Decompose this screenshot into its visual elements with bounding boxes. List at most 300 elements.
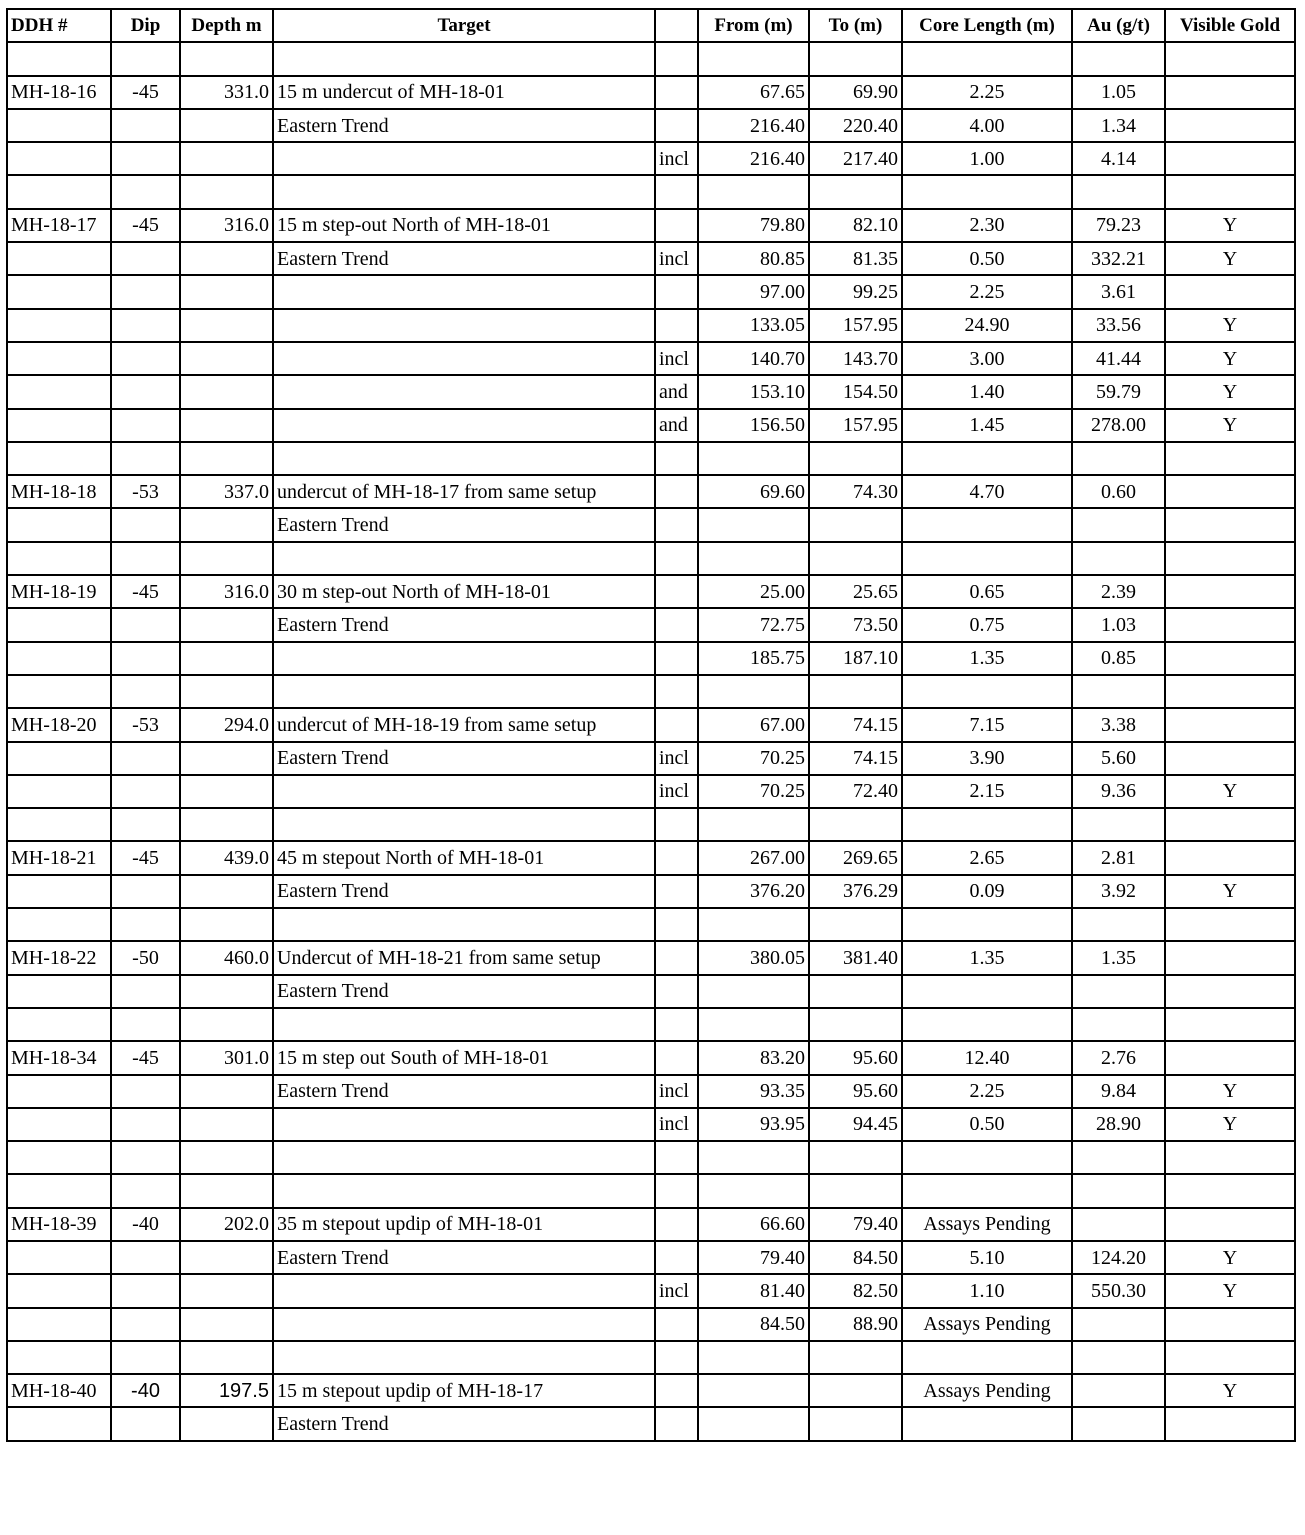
cell-au: [1072, 1208, 1165, 1241]
cell-core-length: [902, 908, 1072, 941]
cell-ddh: [7, 1241, 111, 1274]
cell-au: [1072, 1341, 1165, 1374]
cell-from: 216.40: [698, 142, 809, 175]
cell-dip: [111, 1308, 180, 1341]
table-row: [7, 575, 1295, 608]
cell-visible-gold: [1165, 908, 1295, 941]
cell-dip: -40: [111, 1208, 180, 1241]
cell-from: 153.10: [698, 375, 809, 408]
table-row: [7, 1008, 1295, 1041]
cell-depth: [180, 1174, 273, 1207]
cell-from: 66.60: [698, 1208, 809, 1241]
cell-depth: [180, 1008, 273, 1041]
cell-target: [273, 375, 655, 408]
cell-visible-gold: [1165, 442, 1295, 475]
cell-ddh: [7, 175, 111, 208]
cell-visible-gold: [1165, 1174, 1295, 1207]
cell-to: 84.50: [809, 1241, 902, 1274]
cell-core-length: 1.35: [902, 941, 1072, 974]
cell-to: 157.95: [809, 409, 902, 442]
cell-target: Eastern Trend: [273, 975, 655, 1008]
table-row: [7, 175, 1295, 208]
cell-from: [698, 1141, 809, 1174]
cell-visible-gold: Y: [1165, 775, 1295, 808]
cell-dip: [111, 542, 180, 575]
cell-qualifier: [655, 1341, 698, 1374]
cell-from: [698, 1341, 809, 1374]
cell-from: 376.20: [698, 875, 809, 908]
header-to: To (m): [809, 9, 902, 42]
cell-visible-gold: Y: [1165, 409, 1295, 442]
cell-to: [809, 908, 902, 941]
cell-qualifier: [655, 1041, 698, 1074]
cell-depth: [180, 1407, 273, 1440]
cell-qualifier: incl: [655, 742, 698, 775]
cell-ddh: [7, 775, 111, 808]
cell-to: 99.25: [809, 275, 902, 308]
cell-visible-gold: [1165, 76, 1295, 109]
cell-au: 1.03: [1072, 608, 1165, 641]
table-row: [7, 742, 1295, 775]
cell-from: [698, 175, 809, 208]
cell-depth: [180, 542, 273, 575]
cell-qualifier: [655, 542, 698, 575]
table-row: [7, 1274, 1295, 1307]
cell-target: [273, 775, 655, 808]
cell-to: 74.15: [809, 708, 902, 741]
cell-au: [1072, 1374, 1165, 1407]
table-row: [7, 1108, 1295, 1141]
cell-target: [273, 409, 655, 442]
header-visible-gold: Visible Gold: [1165, 9, 1295, 42]
cell-au: [1072, 508, 1165, 541]
cell-qualifier: incl: [655, 1075, 698, 1108]
cell-dip: [111, 342, 180, 375]
cell-from: [698, 508, 809, 541]
cell-to: 269.65: [809, 841, 902, 874]
cell-depth: 316.0: [180, 575, 273, 608]
cell-qualifier: [655, 708, 698, 741]
cell-qualifier: [655, 1141, 698, 1174]
cell-au: 124.20: [1072, 1241, 1165, 1274]
cell-ddh: [7, 275, 111, 308]
cell-from: 79.40: [698, 1241, 809, 1274]
cell-from: [698, 42, 809, 75]
cell-from: 83.20: [698, 1041, 809, 1074]
table-row: [7, 275, 1295, 308]
table-row: [7, 1174, 1295, 1207]
cell-target: [273, 1308, 655, 1341]
cell-core-length: 1.40: [902, 375, 1072, 408]
cell-target: Undercut of MH-18-21 from same setup: [273, 941, 655, 974]
cell-au: [1072, 1141, 1165, 1174]
cell-to: 94.45: [809, 1108, 902, 1141]
cell-to: [809, 508, 902, 541]
cell-from: 81.40: [698, 1274, 809, 1307]
cell-qualifier: [655, 42, 698, 75]
cell-qualifier: [655, 908, 698, 941]
cell-core-length: Assays Pending: [902, 1374, 1072, 1407]
cell-visible-gold: Y: [1165, 375, 1295, 408]
cell-qualifier: [655, 875, 698, 908]
cell-from: 70.25: [698, 742, 809, 775]
cell-au: 5.60: [1072, 742, 1165, 775]
cell-au: [1072, 42, 1165, 75]
cell-qualifier: [655, 109, 698, 142]
cell-visible-gold: Y: [1165, 1274, 1295, 1307]
cell-core-length: 2.25: [902, 1075, 1072, 1108]
cell-core-length: [902, 175, 1072, 208]
cell-visible-gold: [1165, 708, 1295, 741]
cell-visible-gold: Y: [1165, 342, 1295, 375]
cell-ddh: [7, 975, 111, 1008]
cell-depth: 202.0: [180, 1208, 273, 1241]
cell-depth: [180, 775, 273, 808]
cell-ddh: [7, 442, 111, 475]
cell-au: 1.35: [1072, 941, 1165, 974]
cell-dip: -45: [111, 76, 180, 109]
cell-visible-gold: [1165, 1008, 1295, 1041]
cell-from: 133.05: [698, 309, 809, 342]
cell-target: Eastern Trend: [273, 1241, 655, 1274]
cell-ddh: [7, 642, 111, 675]
cell-au: 2.39: [1072, 575, 1165, 608]
cell-target: [273, 342, 655, 375]
cell-to: 217.40: [809, 142, 902, 175]
cell-target: 45 m stepout North of MH-18-01: [273, 841, 655, 874]
cell-depth: [180, 508, 273, 541]
cell-ddh: [7, 808, 111, 841]
cell-dip: [111, 242, 180, 275]
cell-core-length: 2.25: [902, 76, 1072, 109]
cell-target: undercut of MH-18-19 from same setup: [273, 708, 655, 741]
header-ddh: DDH #: [7, 9, 111, 42]
cell-core-length: 2.30: [902, 209, 1072, 242]
cell-core-length: [902, 808, 1072, 841]
cell-from: [698, 908, 809, 941]
cell-ddh: [7, 1407, 111, 1440]
cell-visible-gold: Y: [1165, 1241, 1295, 1274]
table-row: [7, 542, 1295, 575]
table-row: [7, 342, 1295, 375]
cell-core-length: 2.25: [902, 275, 1072, 308]
cell-visible-gold: [1165, 142, 1295, 175]
cell-from: [698, 975, 809, 1008]
cell-visible-gold: [1165, 542, 1295, 575]
cell-core-length: [902, 508, 1072, 541]
cell-to: 154.50: [809, 375, 902, 408]
cell-visible-gold: [1165, 1208, 1295, 1241]
cell-depth: [180, 442, 273, 475]
cell-au: 3.61: [1072, 275, 1165, 308]
cell-target: [273, 1341, 655, 1374]
cell-visible-gold: [1165, 975, 1295, 1008]
cell-au: [1072, 908, 1165, 941]
cell-au: 1.05: [1072, 76, 1165, 109]
table-row: [7, 442, 1295, 475]
cell-qualifier: incl: [655, 775, 698, 808]
cell-target: [273, 442, 655, 475]
cell-core-length: [902, 542, 1072, 575]
cell-au: [1072, 975, 1165, 1008]
cell-ddh: MH-18-22: [7, 941, 111, 974]
cell-au: [1072, 442, 1165, 475]
cell-from: [698, 808, 809, 841]
cell-from: [698, 442, 809, 475]
cell-core-length: [902, 1174, 1072, 1207]
cell-dip: [111, 808, 180, 841]
cell-target: Eastern Trend: [273, 508, 655, 541]
cell-visible-gold: [1165, 475, 1295, 508]
cell-qualifier: [655, 575, 698, 608]
cell-qualifier: [655, 1174, 698, 1207]
cell-core-length: Assays Pending: [902, 1208, 1072, 1241]
table-row: [7, 309, 1295, 342]
table-row: [7, 76, 1295, 109]
cell-depth: 439.0: [180, 841, 273, 874]
cell-dip: [111, 908, 180, 941]
cell-qualifier: [655, 76, 698, 109]
cell-au: 3.92: [1072, 875, 1165, 908]
cell-target: 15 m step-out North of MH-18-01: [273, 209, 655, 242]
table-row: [7, 109, 1295, 142]
cell-ddh: [7, 742, 111, 775]
cell-visible-gold: Y: [1165, 1108, 1295, 1141]
cell-core-length: [902, 442, 1072, 475]
table-row: [7, 1141, 1295, 1174]
cell-qualifier: incl: [655, 1274, 698, 1307]
cell-target: [273, 908, 655, 941]
cell-core-length: 1.45: [902, 409, 1072, 442]
cell-core-length: [902, 1008, 1072, 1041]
cell-dip: [111, 442, 180, 475]
cell-ddh: [7, 675, 111, 708]
cell-au: 0.60: [1072, 475, 1165, 508]
cell-to: 25.65: [809, 575, 902, 608]
cell-dip: -45: [111, 1041, 180, 1074]
table-row: [7, 1208, 1295, 1241]
table-row: [7, 475, 1295, 508]
cell-au: [1072, 675, 1165, 708]
cell-dip: [111, 1141, 180, 1174]
cell-depth: [180, 742, 273, 775]
cell-target: [273, 175, 655, 208]
table-row: [7, 875, 1295, 908]
cell-ddh: [7, 1141, 111, 1174]
cell-target: undercut of MH-18-17 from same setup: [273, 475, 655, 508]
cell-ddh: [7, 1274, 111, 1307]
cell-target: [273, 42, 655, 75]
cell-from: 72.75: [698, 608, 809, 641]
cell-core-length: 2.65: [902, 841, 1072, 874]
cell-visible-gold: [1165, 175, 1295, 208]
table-row: [7, 1241, 1295, 1274]
cell-au: 28.90: [1072, 1108, 1165, 1141]
cell-visible-gold: Y: [1165, 209, 1295, 242]
cell-qualifier: [655, 275, 698, 308]
cell-depth: 331.0: [180, 76, 273, 109]
cell-to: [809, 1374, 902, 1407]
cell-target: Eastern Trend: [273, 875, 655, 908]
table-row: [7, 209, 1295, 242]
cell-ddh: [7, 1075, 111, 1108]
cell-ddh: [7, 875, 111, 908]
cell-au: 4.14: [1072, 142, 1165, 175]
cell-to: 381.40: [809, 941, 902, 974]
cell-depth: [180, 975, 273, 1008]
cell-from: [698, 1008, 809, 1041]
cell-ddh: [7, 1341, 111, 1374]
cell-depth: [180, 1241, 273, 1274]
cell-target: Eastern Trend: [273, 109, 655, 142]
cell-qualifier: and: [655, 409, 698, 442]
cell-ddh: [7, 1174, 111, 1207]
cell-depth: 294.0: [180, 708, 273, 741]
cell-depth: [180, 1341, 273, 1374]
cell-core-length: 0.75: [902, 608, 1072, 641]
table-row: [7, 508, 1295, 541]
cell-dip: -53: [111, 708, 180, 741]
cell-from: 84.50: [698, 1308, 809, 1341]
cell-core-length: 3.90: [902, 742, 1072, 775]
cell-from: 79.80: [698, 209, 809, 242]
cell-ddh: [7, 409, 111, 442]
cell-core-length: 1.00: [902, 142, 1072, 175]
cell-from: 67.00: [698, 708, 809, 741]
table-row: [7, 409, 1295, 442]
cell-dip: -53: [111, 475, 180, 508]
table-row: [7, 675, 1295, 708]
cell-core-length: [902, 42, 1072, 75]
cell-ddh: [7, 542, 111, 575]
cell-depth: [180, 175, 273, 208]
cell-dip: [111, 1008, 180, 1041]
cell-dip: [111, 409, 180, 442]
cell-from: 93.35: [698, 1075, 809, 1108]
cell-visible-gold: Y: [1165, 309, 1295, 342]
cell-target: [273, 675, 655, 708]
cell-au: 278.00: [1072, 409, 1165, 442]
cell-target: [273, 1008, 655, 1041]
cell-to: [809, 542, 902, 575]
table-row: [7, 608, 1295, 641]
cell-target: 15 m step out South of MH-18-01: [273, 1041, 655, 1074]
header-qualifier: [655, 9, 698, 42]
cell-dip: -45: [111, 575, 180, 608]
cell-dip: [111, 1341, 180, 1374]
cell-to: [809, 175, 902, 208]
cell-qualifier: [655, 1008, 698, 1041]
cell-depth: [180, 109, 273, 142]
cell-core-length: 0.50: [902, 242, 1072, 275]
cell-dip: [111, 608, 180, 641]
cell-to: 69.90: [809, 76, 902, 109]
cell-qualifier: [655, 975, 698, 1008]
cell-target: [273, 1174, 655, 1207]
cell-visible-gold: [1165, 808, 1295, 841]
cell-qualifier: incl: [655, 342, 698, 375]
cell-target: [273, 808, 655, 841]
cell-core-length: 0.50: [902, 1108, 1072, 1141]
cell-to: [809, 975, 902, 1008]
cell-au: 79.23: [1072, 209, 1165, 242]
table-row: [7, 808, 1295, 841]
cell-ddh: MH-18-17: [7, 209, 111, 242]
cell-au: 9.84: [1072, 1075, 1165, 1108]
table-row: [7, 142, 1295, 175]
cell-depth: 316.0: [180, 209, 273, 242]
cell-depth: [180, 908, 273, 941]
cell-au: [1072, 542, 1165, 575]
cell-core-length: [902, 675, 1072, 708]
cell-from: 25.00: [698, 575, 809, 608]
cell-from: 93.95: [698, 1108, 809, 1141]
cell-target: 15 m stepout updip of MH-18-17: [273, 1374, 655, 1407]
cell-dip: [111, 375, 180, 408]
cell-dip: [111, 42, 180, 75]
cell-depth: [180, 1108, 273, 1141]
cell-to: [809, 675, 902, 708]
header-from: From (m): [698, 9, 809, 42]
cell-visible-gold: Y: [1165, 242, 1295, 275]
cell-qualifier: incl: [655, 242, 698, 275]
cell-visible-gold: [1165, 675, 1295, 708]
cell-qualifier: [655, 209, 698, 242]
cell-from: 97.00: [698, 275, 809, 308]
cell-qualifier: [655, 475, 698, 508]
cell-visible-gold: [1165, 1041, 1295, 1074]
cell-au: [1072, 1308, 1165, 1341]
table-row: [7, 1341, 1295, 1374]
cell-core-length: 0.09: [902, 875, 1072, 908]
cell-visible-gold: [1165, 941, 1295, 974]
cell-ddh: [7, 1008, 111, 1041]
cell-depth: [180, 409, 273, 442]
cell-target: [273, 1141, 655, 1174]
cell-to: [809, 442, 902, 475]
table-row: [7, 1041, 1295, 1074]
cell-from: 216.40: [698, 109, 809, 142]
cell-depth: [180, 675, 273, 708]
cell-dip: [111, 142, 180, 175]
table-row: [7, 42, 1295, 75]
cell-visible-gold: Y: [1165, 1374, 1295, 1407]
cell-dip: [111, 309, 180, 342]
cell-ddh: MH-18-16: [7, 76, 111, 109]
cell-dip: [111, 1241, 180, 1274]
cell-dip: [111, 675, 180, 708]
header-target: Target: [273, 9, 655, 42]
cell-dip: [111, 508, 180, 541]
cell-visible-gold: Y: [1165, 875, 1295, 908]
cell-depth: [180, 808, 273, 841]
header-core-length: Core Length (m): [902, 9, 1072, 42]
cell-core-length: [902, 1407, 1072, 1440]
cell-to: 74.30: [809, 475, 902, 508]
table-row: [7, 975, 1295, 1008]
cell-ddh: [7, 1108, 111, 1141]
cell-dip: [111, 742, 180, 775]
cell-visible-gold: [1165, 575, 1295, 608]
cell-to: 72.40: [809, 775, 902, 808]
cell-ddh: MH-18-20: [7, 708, 111, 741]
table-row: [7, 941, 1295, 974]
cell-visible-gold: [1165, 42, 1295, 75]
cell-ddh: [7, 109, 111, 142]
table-row: [7, 1374, 1295, 1407]
cell-to: 220.40: [809, 109, 902, 142]
cell-visible-gold: [1165, 109, 1295, 142]
